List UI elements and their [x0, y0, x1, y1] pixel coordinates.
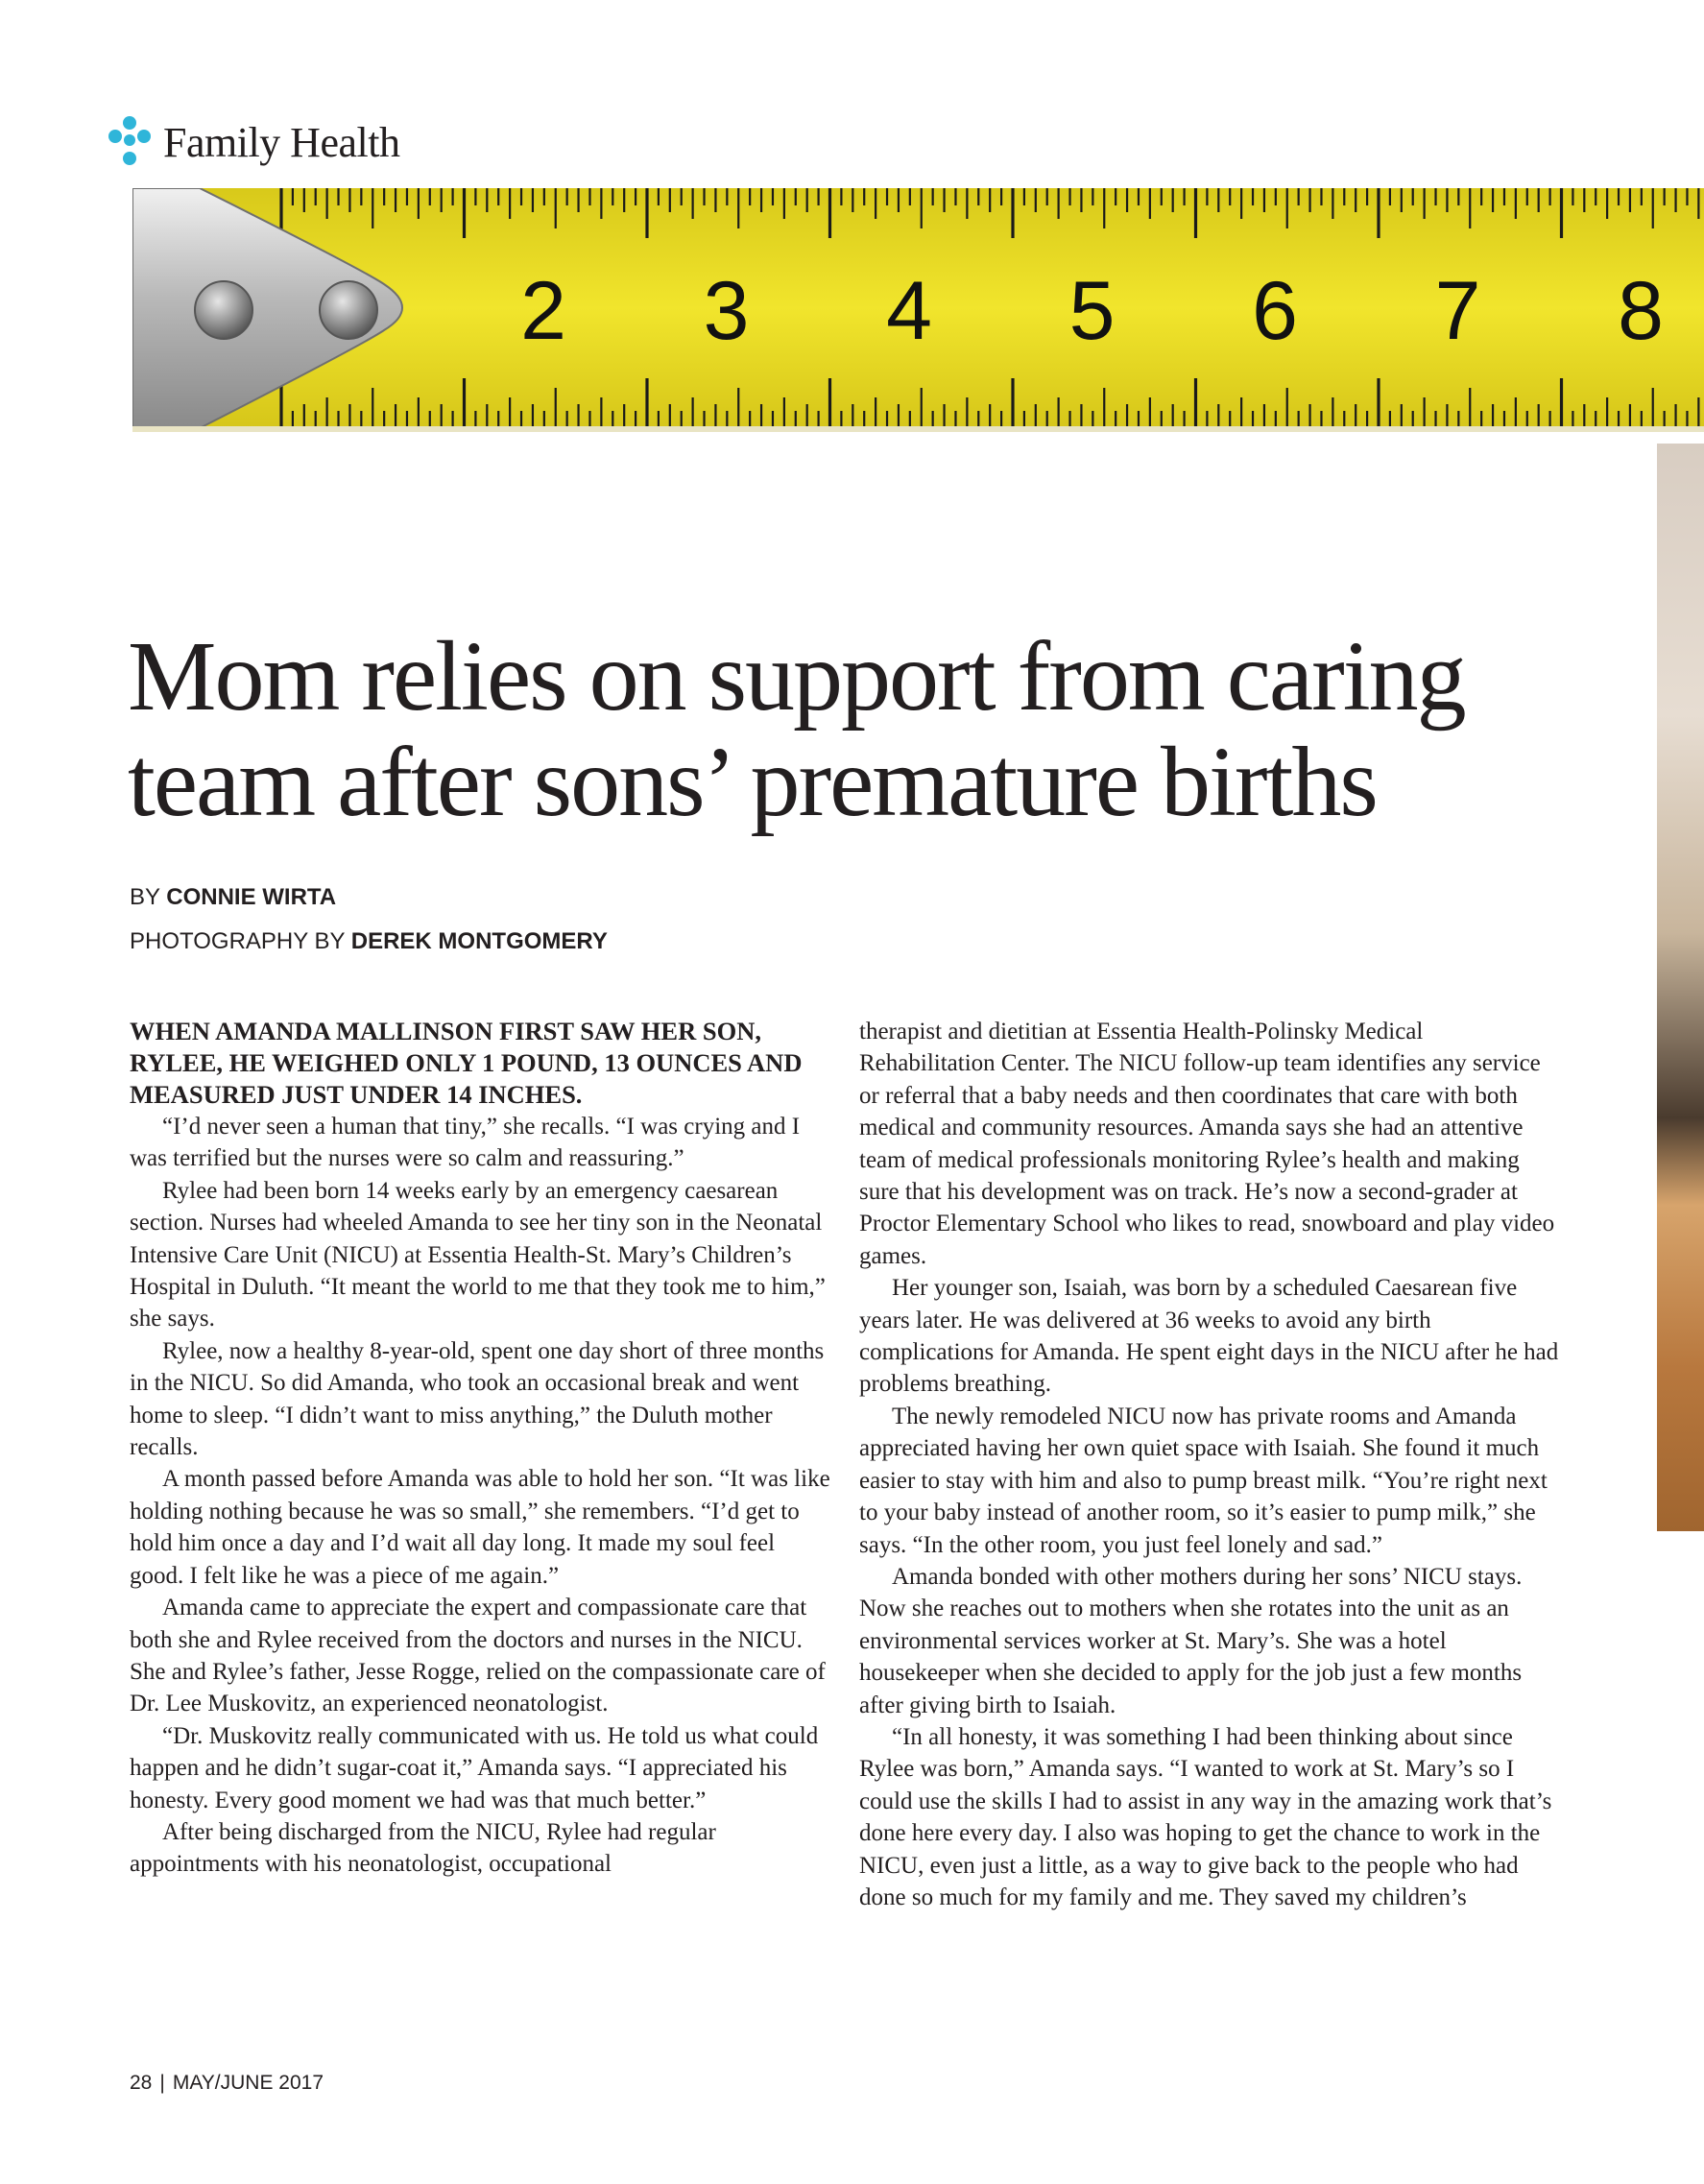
- author-name: CONNIE WIRTA: [166, 884, 337, 910]
- article-column-right: [859, 1016, 1560, 1913]
- photo-byline: [130, 928, 608, 955]
- paragraph: A month passed before Amanda was able to hold her son. “It was like holding nothing because he was so small,” she remembers. “I’d get to hold him once a day and I’d wait all day long. It made my soul feel good. I felt like he was a piece of me again.”: [130, 1466, 830, 1589]
- issue-date: MAY/JUNE 2017: [172, 2072, 324, 2094]
- tape-number: 8: [1618, 265, 1664, 357]
- paragraph: “I’d never seen a human that tiny,” she recalls. “I was crying and I was terrified but the nurses were so calm and reassuring.”: [130, 1114, 801, 1172]
- photo-byline-prefix: PHOTOGRAPHY BY: [130, 928, 346, 954]
- cropped-photo-edge: [1657, 444, 1704, 1531]
- paragraph: Rylee had been born 14 weeks early by an emergency caesarean section. Nurses had wheeled Amanda to see her tiny son in the Neonatal Intensive Care Unit (NICU) at Essentia Health-St. Mary’s Children’s Hospital in Duluth. “It meant the world to me that they took me to him,” she says.: [130, 1177, 826, 1332]
- paragraph-continued: therapist and dietitian at Essentia Health-Polinsky Medical Rehabilitation Center. The NICU follow-up team identifies any service or referral that a baby needs and then coordinates that care with both medical and community resources. Amanda says she had an attentive team of medical professionals monitoring Rylee’s health and making sure that his development was on track. He’s now a second-grader at Proctor Elementary School who likes to read, snowboard and play video games.: [859, 1019, 1555, 1269]
- tape-number: 4: [886, 265, 932, 357]
- paragraph: After being discharged from the NICU, Rylee had regular appointments with his neonatologist, occupational: [130, 1818, 716, 1878]
- page-number: 28: [130, 2072, 153, 2094]
- tape-number: 2: [520, 265, 566, 357]
- tape-measure-image: [132, 188, 1704, 432]
- tape-number: 7: [1434, 265, 1481, 357]
- paragraph: Amanda bonded with other mothers during her sons’ NICU stays. Now she reaches out to mothers when she rotates into the unit as an environmental services worker at St. Mary’s. She was a hotel housekeeper when she decided to apply for the job just a few months after giving birth to Isaiah.: [859, 1563, 1523, 1718]
- section-header: [104, 113, 399, 171]
- paragraph: The newly remodeled NICU now has private rooms and Amanda appreciated having her own quiet space with Isaiah. She found it much easier to stay with him and also to pump breast milk. “You’re right next to your baby instead of another room, so it’s easier to pump milk,” she says. “In the other room, you just feel lonely and sad.”: [859, 1403, 1548, 1558]
- footer-separator: |: [159, 2072, 165, 2094]
- paragraph: “In all honesty, it was something I had been thinking about since Rylee was born,” Amanda says. “I wanted to work at St. Mary’s so I could use the skills I had to assist in any way in the amazing work that’s done here every day. I also was hoping to get the chance to work in the NICU, even just a little, as a way to give back to the people who had done so much for my family and me. They saved my children’s: [859, 1723, 1552, 1910]
- article-lede: WHEN AMANDA MALLINSON FIRST SAW HER SON, RYLEE, HE WEIGHED ONLY 1 POUND, 13 OUNCES AND MEASURED JUST UNDER 14 INCHES.: [130, 1017, 803, 1109]
- byline-prefix: BY: [130, 884, 160, 910]
- page-footer: [130, 2072, 324, 2095]
- paragraph: “Dr. Muskovitz really communicated with us. He told us what could happen and he didn’t sugar-coat it,” Amanda says. “I appreciated his honesty. Every good moment we had was that much better.”: [130, 1722, 819, 1813]
- tape-number: 6: [1252, 265, 1298, 357]
- photographer-name: DEREK MONTGOMERY: [350, 928, 608, 954]
- tape-number: 3: [703, 265, 750, 357]
- paragraph: Amanda came to appreciate the expert and compassionate care that both she and Rylee received from the doctors and nurses in the NICU. She and Rylee’s father, Jesse Rogge, relied on the compassionate care of Dr. Lee Muskovitz, an experienced neonatologist.: [130, 1595, 826, 1717]
- headline-line-1: Mom relies on support from caring: [128, 621, 1465, 732]
- cross-dots-icon: [104, 115, 156, 169]
- section-label: Family Health: [163, 118, 400, 166]
- headline-line-2: team after sons’ premature births: [128, 727, 1377, 837]
- paragraph: Rylee, now a healthy 8-year-old, spent one day short of three months in the NICU. So did Amanda, who took an occasional break and went home to sleep. “I didn’t want to miss anything,” the Duluth mother recalls.: [130, 1337, 825, 1461]
- article-headline: [128, 621, 1587, 837]
- author-byline: [130, 884, 336, 911]
- paragraph: Her younger son, Isaiah, was born by a scheduled Caesarean five years later. He was delivered at 36 weeks to avoid any birth complications for Amanda. He spent eight days in the NICU after he had problems breathing.: [859, 1275, 1559, 1398]
- article-column-left: [130, 1016, 830, 1881]
- tape-number: 5: [1068, 265, 1116, 357]
